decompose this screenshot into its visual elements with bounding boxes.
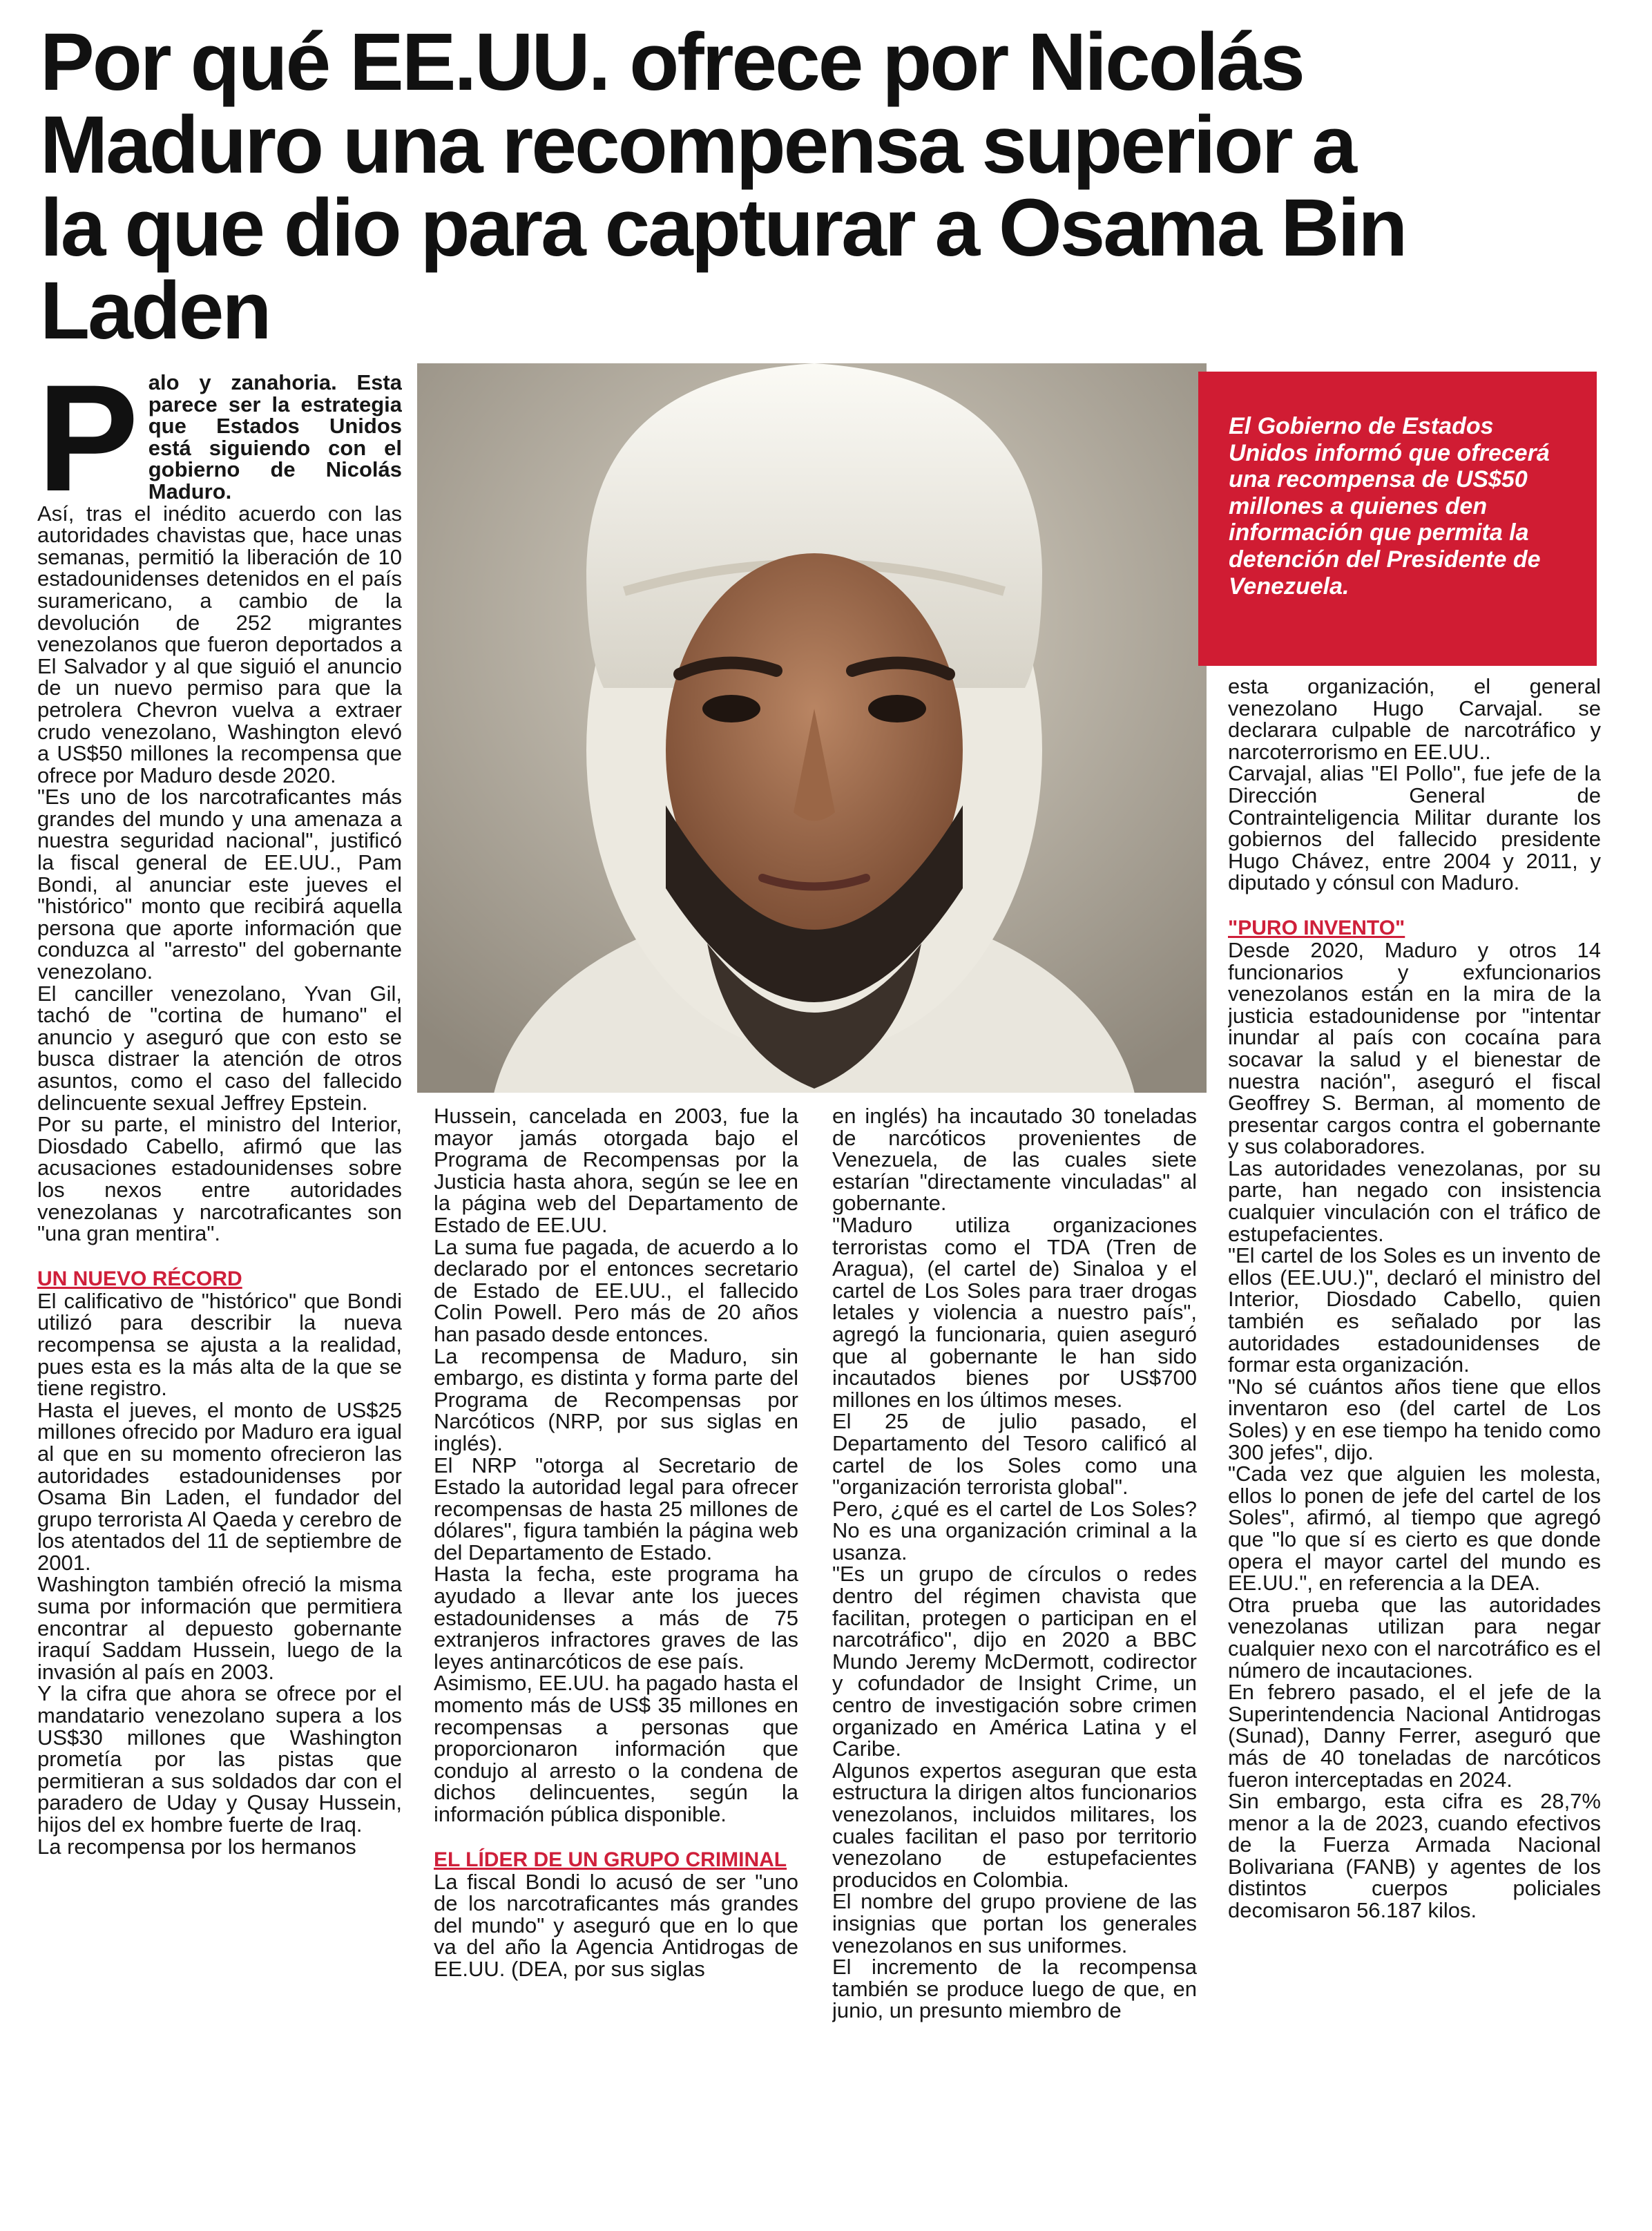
paragraph: "Es uno de los narcotraficantes más grandes del mundo y una amenaza a nuestra seguridad nacional", justificó la fiscal general de EE.UU., Pam Bondi, al anunciar este jueves el "histórico" monto que recibirá aquella persona que aporte información que conduzca al "arresto" del gobernante venezolano.: [37, 785, 402, 984]
paragraph: Sin embargo, esta cifra es 28,7% menor a la de 2023, cuando efectivos de la Fuerza Armada Nacional Bolivariana (FANB) y agentes de los distintos cuerpos policiales decomisaron 56.187 kilos.: [1228, 1789, 1601, 1923]
paragraph: Hussein, cancelada en 2003, fue la mayor jamás otorgada bajo el Programa de Recompensas por la Justicia hasta ahora, según se lee en la página web del Departamento de Estado de EE.UU.: [434, 1105, 798, 1237]
paragraph: La recompensa de Maduro, sin embargo, es distinta y forma parte del Programa de Recompensas por Narcóticos (NRP, por sus siglas en inglés).: [434, 1343, 798, 1455]
portrait-photo: [417, 363, 1207, 1093]
paragraph: Desde 2020, Maduro y otros 14 funcionarios y exfuncionarios venezolanos están en la mira de la justicia estadounidense por "intentar inundar al país con cocaína para socavar la salud y el bienestar de nuestra nación", aseguró el fiscal Geoffrey S. Berman, al momento de presentar cargos contra el gobernante y sus colaboradores.: [1228, 937, 1601, 1159]
paragraph: Hasta el jueves, el monto de US$25 millones ofrecido por Maduro era igual al que en su momento ofrecieron las autoridades estadounidenses por Osama Bin Laden, el fundador del grupo terrorista Al Qaeda y cerebro de los atentados del 11 de septiembre de 2001.: [37, 1397, 402, 1575]
paragraph: Y la cifra que ahora se ofrece por el mandatario venezolano supera a los US$30 millones que Washington prometía por las pistas que permitieran a sus soldados dar con el paradero de Uday y Qusay Hussein, hijos del ex hombre fuerte de Iraq.: [37, 1681, 402, 1837]
headline: Por qué EE.UU. ofrece por Nicolás Maduro una recompensa superior a la que dio para capturar a Osama Bin Laden: [40, 17, 1406, 356]
paragraph: Por su parte, el ministro del Interior, Diosdado Cabello, afirmó que las acusaciones estadounidenses sobre los nexos entre autoridades venezolanas y narcotraficantes son "una gran mentira".: [37, 1112, 402, 1246]
paragraph: La recompensa por los hermanos: [37, 1834, 356, 1859]
paragraph: "No sé cuántos años tiene que ellos inventaron eso (del cartel de Los Soles) y en ese tiempo ha tenido como 300 jefes", dijo.: [1228, 1374, 1601, 1464]
paragraph: El incremento de la recompensa también se produce luego de que, en junio, un presunto miembro de: [832, 1955, 1197, 2023]
paragraph: Hasta la fecha, este programa ha ayudado a llevar ante los jueces estadounidenses a más de 75 extranjeros infractores graves de las leyes antinarcóticos de ese país.: [434, 1562, 798, 1674]
subheading: UN NUEVO RÉCORD: [37, 1267, 242, 1290]
paragraph: Washington también ofreció la misma suma por información que permitiera encontrar al depuesto gobernante iraquí Saddam Hussein, luego de la invasión al país en 2003.: [37, 1572, 402, 1684]
paragraph: Pero, ¿qué es el cartel de Los Soles? No es una organización criminal a la usanza.: [832, 1496, 1197, 1564]
subheading: EL LÍDER DE UN GRUPO CRIMINAL: [434, 1848, 787, 1871]
paragraph: Así, tras el inédito acuerdo con las autoridades chavistas que, hace unas semanas, permitió la liberación de 10 estadounidenses detenidos en el país suramericano, a cambio de la devolución de 252 migrantes venezolanos que fueron deportados a El Salvador y al que siguió el anuncio de un nuevo permiso para que la petrolera Chevron vuelva a extraer crudo venezolano, Washington elevó a US$50 millones la recompensa que ofrece por Maduro desde 2020.: [37, 501, 402, 787]
paragraph: "Es un grupo de círculos o redes dentro del régimen chavista que facilitan, protegen o participan en el narcotráfico", dijo en 2020 a BBC Mundo Jeremy McDermott, codirector y cofundador de Insight Crime, un centro de investigación sobre crimen organizado en América Latina y el Caribe.: [832, 1562, 1197, 1761]
paragraph: Otra prueba que las autoridades venezolanas utilizan para negar cualquier nexo con el narcotráfico es el número de incautaciones.: [1228, 1592, 1601, 1683]
portrait-illustration: [417, 363, 1207, 1093]
paragraph: El calificativo de "histórico" que Bondi utilizó para describir la nueva recompensa se ajusta a la realidad, pues esta es la más alta de la que se tiene registro.: [37, 1288, 402, 1401]
lead-paragraph: alo y zanahoria. Esta parece ser la estrategia que Estados Unidos está siguiendo con el gobierno de Nicolás Maduro.: [148, 372, 402, 504]
paragraph: La fiscal Bondi lo acusó de ser "uno de los narcotraficantes más grandes del mundo" y aseguró que en lo que va del año la Agencia Antidrogas de EE.UU. (DEA, por sus siglas: [434, 1869, 798, 1981]
subheading: "PURO INVENTO": [1228, 916, 1405, 939]
paragraph: El nombre del grupo proviene de las insignias que portan los generales venezolanos en sus uniformes.: [832, 1889, 1197, 1957]
paragraph: esta organización, el general venezolano Hugo Carvajal. se declarara culpable de narcotráfico y narcoterrorismo en EE.UU..: [1228, 676, 1601, 764]
paragraph: El canciller venezolano, Yvan Gil, tachó de "cortina de humano" el anuncio y aseguró que con esto se busca distraer la atención de otros asuntos, como el caso del fallecido delincuente sexual Jeffrey Epstein.: [37, 981, 402, 1115]
drop-cap: P: [37, 372, 139, 523]
paragraph: La suma fue pagada, de acuerdo a lo declarado por el entonces secretario de Estado de EE.UU., el fallecido Colin Powell. Pero más de 20 años han pasado desde entonces.: [434, 1234, 798, 1346]
paragraph: Asimismo, EE.UU. ha pagado hasta el momento más de US$ 35 millones en recompensas a personas que proporcionaron información que condujo al arresto o la condena de dichos delincuentes, según la información pública disponible.: [434, 1671, 798, 1826]
paragraph: Carvajal, alias "El Pollo", fue jefe de la Dirección General de Contrainteligencia Militar durante los gobiernos del fallecido presidente Hugo Chávez, entre 2004 y 2011, y diputado y cónsul con Maduro.: [1228, 761, 1601, 895]
paragraph: Las autoridades venezolanas, por su parte, han negado con insistencia cualquier vinculación con el tráfico de estupefacientes.: [1228, 1156, 1601, 1246]
paragraph: "El cartel de los Soles es un invento de ellos (EE.UU.)", declaró el ministro del Interior, Diosdado Cabello, quien también es señalado por las autoridades estadounidenses de formar esta organización.: [1228, 1243, 1601, 1377]
article-column-3: [832, 1105, 1197, 2210]
article-column-2: [434, 1105, 798, 2210]
paragraph: "Cada vez que alguien les molesta, ellos lo ponen de jefe del cartel de los Soles", afirmó, al tiempo que agregó que "lo que sí es cierto es que donde opera el mayor cartel del mundo es EE.UU.", en referencia a la DEA.: [1228, 1462, 1601, 1596]
paragraph: en inglés) ha incautado 30 toneladas de narcóticos provenientes de Venezuela, de las cuales siete estarían "directamente vinculadas" al gobernante.: [832, 1105, 1197, 1216]
paragraph: El NRP "otorga al Secretario de Estado la autoridad legal para ofrecer recompensas de hasta 25 millones de dólares", figura también la página web del Departamento de Estado.: [434, 1453, 798, 1564]
article-column-4: [1228, 676, 1601, 2216]
callout-box: El Gobierno de Estados Unidos informó que ofrecerá una recompensa de US$50 millones a quienes den información que permita la detención del Presidente de Venezuela.: [1198, 372, 1597, 666]
paragraph: En febrero pasado, el el jefe de la Superintendencia Nacional Antidrogas (Sunad), Danny Ferrer, aseguró que más de 40 toneladas de narcóticos fueron interceptadas en 2024.: [1228, 1680, 1601, 1792]
paragraph: El 25 de julio pasado, el Departamento del Tesoro calificó al cartel de los Soles como una "organización terrorista global".: [832, 1409, 1197, 1500]
paragraph: Algunos expertos aseguran que esta estructura la dirigen altos funcionarios venezolanos, incluidos militares, los cuales facilitan el paso por territorio venezolano de estupefacientes producidos en Colombia.: [832, 1758, 1197, 1892]
paragraph: "Maduro utiliza organizaciones terroristas como el TDA (Tren de Aragua), (el cartel de) Sinaloa y el cartel de Los Soles para traer drogas letales y violencia a nuestro país", agregó la funcionaria, quien aseguró que al gobernante le han sido incautados bienes por US$700 millones en los últimos meses.: [832, 1212, 1197, 1412]
article-column-1: [37, 372, 402, 2209]
